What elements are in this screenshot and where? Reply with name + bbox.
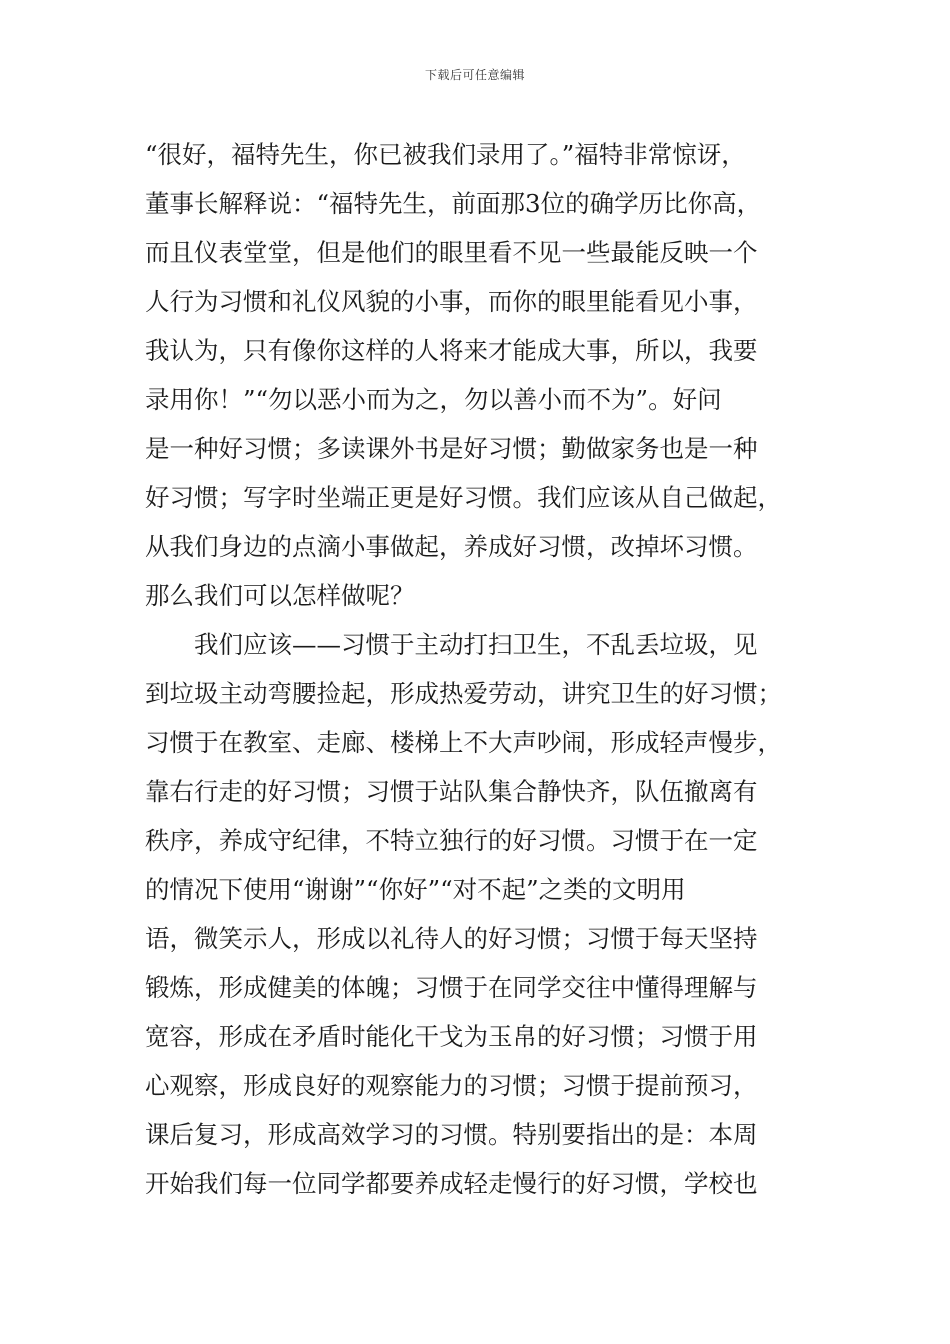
text-line: 靠右行走的好习惯；习惯于站队集合静快齐，队伍撤离有 xyxy=(145,777,758,806)
text-line: 语，微笑示人，形成以礼待人的好习惯；习惯于每天坚持 xyxy=(145,924,758,953)
text-line: 开始我们每一位同学都要养成轻走慢行的好习惯，学校也 xyxy=(145,1169,758,1198)
text-line: 的情况下使用“谢谢”“你好”“对不起”之类的文明用 xyxy=(145,875,686,904)
text-line: 而且仪表堂堂，但是他们的眼里看不见一些最能反映一个 xyxy=(145,238,758,267)
text-line: 宽容，形成在矛盾时能化干戈为玉帛的好习惯；习惯于用 xyxy=(145,1022,758,1051)
text-line: 我认为，只有像你这样的人将来才能成大事，所以，我要 xyxy=(145,336,758,365)
text-line: 锻炼，形成健美的体魄；习惯于在同学交往中懂得理解与 xyxy=(145,973,758,1002)
text-line: 是一种好习惯；多读课外书是好习惯；勤做家务也是一种 xyxy=(145,434,758,463)
text-line: 习惯于在教室、走廊、楼梯上不大声吵闹，形成轻声慢步， xyxy=(145,728,782,757)
text-line: “很好，福特先生，你已被我们录用了。”福特非常惊讶， xyxy=(145,140,746,169)
paragraph-1 xyxy=(145,130,815,620)
text-line: 从我们身边的点滴小事做起，养成好习惯，改掉坏习惯。 xyxy=(145,532,758,561)
text-line: 人行为习惯和礼仪风貌的小事，而你的眼里能看见小事， xyxy=(145,287,758,316)
page-header-note: 下载后可任意编辑 xyxy=(424,68,525,82)
text-line: 好习惯；写字时坐端正更是好习惯。我们应该从自己做起， xyxy=(145,483,782,512)
document-body xyxy=(145,130,815,1208)
text-line: 课后复习，形成高效学习的习惯。特别要指出的是：本周 xyxy=(145,1120,758,1149)
text-line: 那么我们可以怎样做呢？ xyxy=(145,581,415,610)
text-line: 董事长解释说：“福特先生，前面那3位的确学历比你高， xyxy=(145,189,762,218)
text-line: 秩序，养成守纪律，不特立独行的好习惯。习惯于在一定 xyxy=(145,826,758,855)
text-line: 录用你！”“勿以恶小而为之，勿以善小而不为”。好问 xyxy=(145,385,722,414)
text-line-indented: 我们应该——习惯于主动打扫卫生，不乱丢垃圾，见 xyxy=(194,630,758,659)
paragraph-2 xyxy=(145,620,815,1208)
text-line: 心观察，形成良好的观察能力的习惯；习惯于提前预习， xyxy=(145,1071,758,1100)
text-line: 到垃圾主动弯腰捡起，形成热爱劳动，讲究卫生的好习惯； xyxy=(145,679,782,708)
